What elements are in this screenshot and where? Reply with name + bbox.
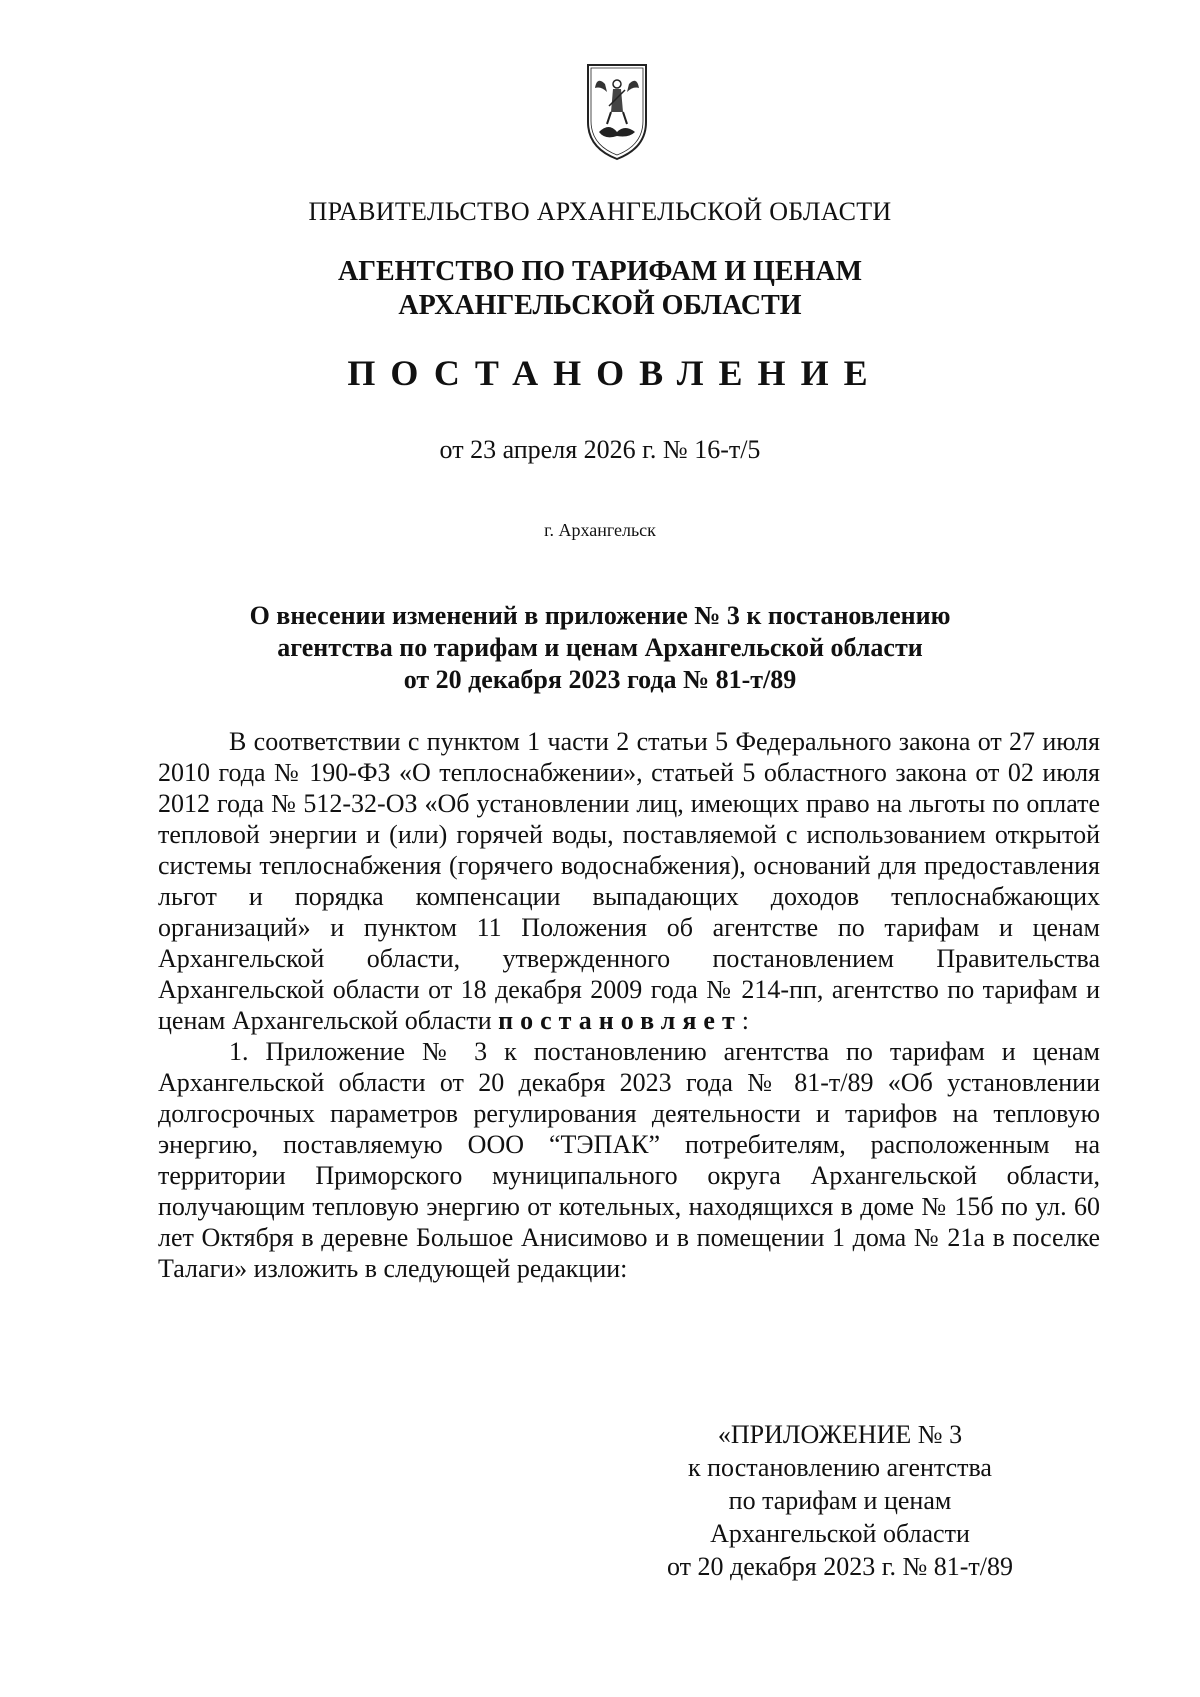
appendix-line2: к постановлению агентства bbox=[688, 1453, 992, 1482]
subject-line3: от 20 декабря 2023 года № 81-т/89 bbox=[403, 665, 797, 694]
body-paragraph-preamble bbox=[158, 726, 1100, 1036]
preamble-end: : bbox=[741, 1006, 749, 1035]
preamble-text: В соответствии с пунктом 1 части 2 статьи 5 Федерального закона от 27 июля 2010 года № 190-ФЗ «О теплоснабжении», статьей 5 областного закона от 02 июля 2012 года № 512-32-ОЗ «Об установлении лиц, имеющих право на льготы по оплате тепловой энергии и (или) горячей воды, поставляемой с использованием открытой системы теплоснабжения (горячего водоснабжения), оснований для предоставления льгот и порядка компенсации выпадающих доходов теплоснабжающих организаций» и пунктом 11 Положения об агентстве по тарифам и ценам Архангельской области, утвержденного постановлением Правительства Архангельской области от 18 декабря 2009 года № 214-пп, агентство по тарифам и ценам Архангельской области bbox=[158, 727, 1100, 1035]
appendix-line5: от 20 декабря 2023 г. № 81-т/89 bbox=[666, 1552, 1014, 1581]
document-type-title: ПОСТАНОВЛЕНИЕ bbox=[347, 353, 883, 393]
appendix-line4: Архангельской области bbox=[710, 1519, 970, 1548]
appendix-header bbox=[640, 1418, 1040, 1583]
agency-title-line1: АГЕНТСТВО ПО ТАРИФАМ И ЦЕНАМ bbox=[337, 256, 863, 287]
document-city: г. Архангельск bbox=[544, 520, 656, 540]
coat-of-arms-icon bbox=[585, 62, 649, 162]
resolves-word: постановляет bbox=[498, 1006, 742, 1035]
agency-title bbox=[0, 255, 1200, 323]
appendix-line3: по тарифам и ценам bbox=[728, 1486, 952, 1515]
government-title: ПРАВИТЕЛЬСТВО АРХАНГЕЛЬСКОЙ ОБЛАСТИ bbox=[308, 197, 892, 226]
body-paragraph-item-1: 1. Приложение № 3 к постановлению агентства по тарифам и ценам Архангельской области от 20 декабря 2023 года № 81-т/89 «Об установлении долгосрочных параметров регулирования деятельности и тарифов на тепловую энергию, поставляемую ООО “ТЭПАК” потребителям, расположенным на территории Приморского муниципального округа Архангельской области, получающим тепловую энергию от котельных, находящихся в доме № 15б по ул. 60 лет Октября в деревне Большое Анисимово и в помещении 1 дома № 21а в поселке Талаги» изложить в следующей редакции: bbox=[158, 1037, 1100, 1283]
subject-line1: О внесении изменений в приложение № 3 к постановлению bbox=[249, 601, 951, 630]
subject-line2: агентства по тарифам и ценам Архангельской области bbox=[277, 633, 923, 662]
agency-title-line2: АРХАНГЕЛЬСКОЙ ОБЛАСТИ bbox=[398, 290, 802, 321]
appendix-line1: «ПРИЛОЖЕНИЕ № 3 bbox=[717, 1420, 963, 1449]
document-date-number: от 23 апреля 2026 г. № 16-т/5 bbox=[439, 435, 761, 464]
document-subject bbox=[0, 600, 1200, 696]
document-body bbox=[158, 726, 1100, 1284]
